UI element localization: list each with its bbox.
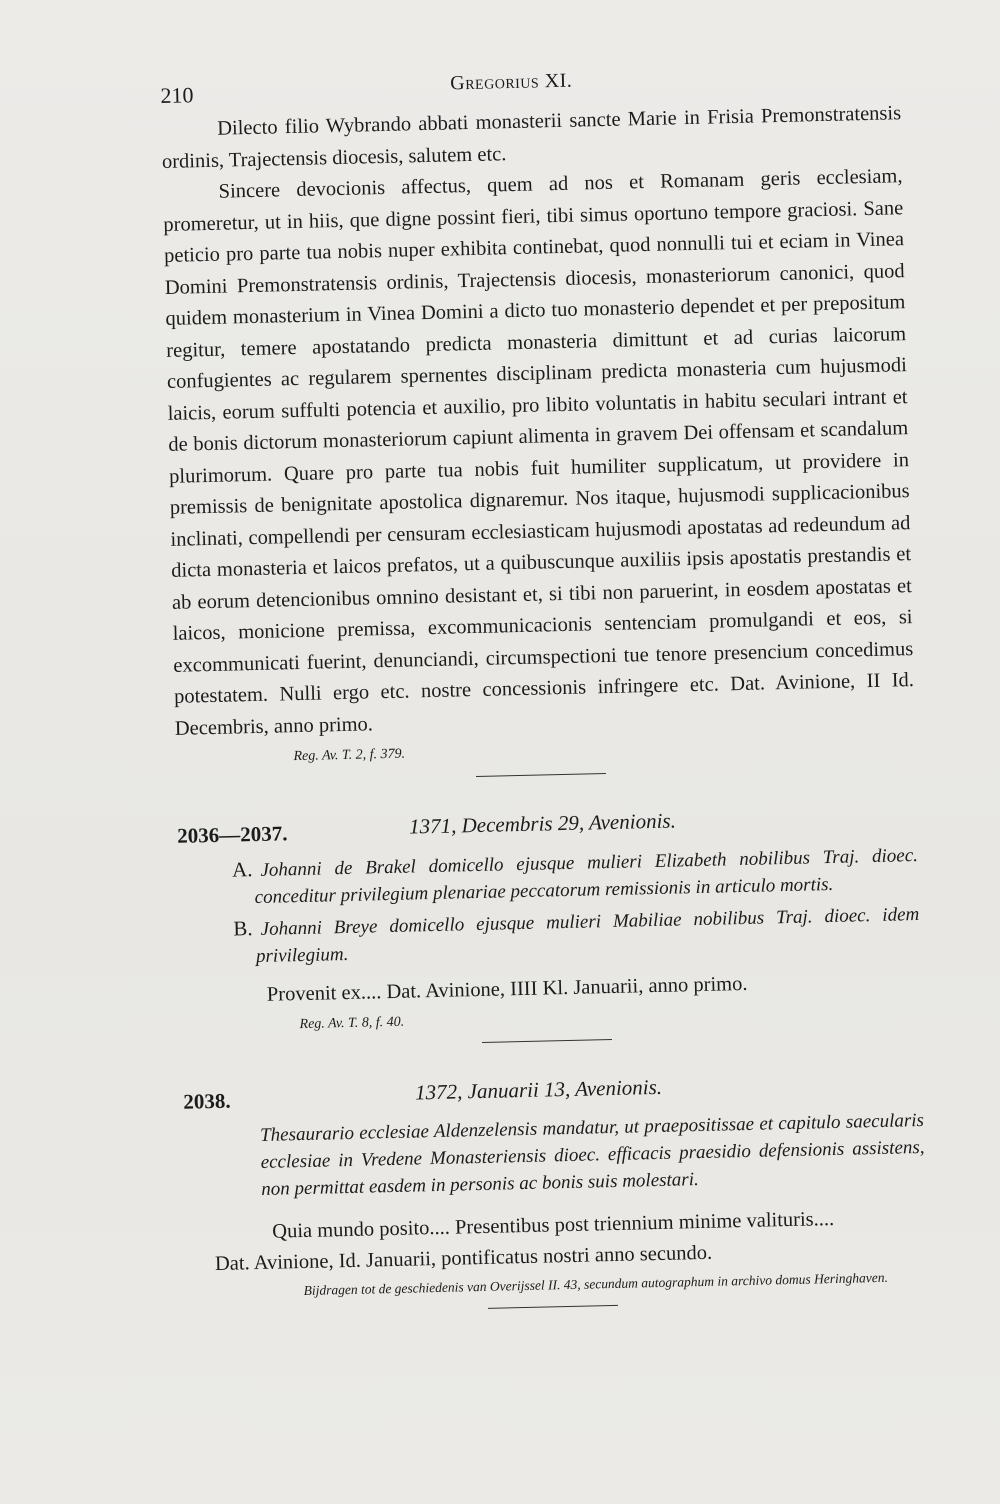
entry-number: 2038.: [183, 1088, 231, 1114]
regest-text: Thesaurario ecclesiae Aldenzelensis mandatur, ut praepositissae et capitulo saecularis ecclesiae in Vredene Monasteriensis dioec. efficacis praesidio defensionis assistens, non permittat easdem in personis ac bonis suis molestari.: [259, 1109, 925, 1200]
entry-number: 2036—2037.: [176, 821, 288, 848]
divider: [488, 1305, 618, 1309]
entry-date: 1372, Januarii 13, Avenionis.: [414, 1074, 663, 1105]
regest-a-text: Johanni de Brakel domicello ejusque mulieri Elizabeth nobilibus Traj. dioec. conceditur privilegium plenariae peccatorum remissionis in articulo mortis.: [254, 845, 919, 909]
divider: [482, 1039, 612, 1043]
regest-a-label: A.: [231, 857, 253, 882]
divider: [476, 773, 606, 777]
regest-b-label: B.: [233, 916, 253, 941]
entry-date: 1371, Decembris 29, Avenionis.: [408, 808, 677, 839]
entry-reference: Reg. Av. T. 8, f. 40.: [299, 1014, 405, 1033]
page-number: 210: [160, 82, 194, 108]
closing-line: Dat. Avinione, Id. Januarii, pontificatus nostri anno secundo.: [214, 1241, 713, 1276]
regest-b: [233, 900, 920, 970]
provenit-line: Provenit ex.... Dat. Avinione, IIII Kl. Januarii, anno primo.: [266, 972, 748, 1006]
regest-a: [231, 841, 919, 911]
closing-line: Quia mundo posito.... Presentibus post triennium minime valituris....: [272, 1208, 835, 1243]
page-content: [160, 58, 928, 1315]
regest-b-text: Johanni Breye domicello ejusque mulieri Mabiliae nobilibus Traj. dioec. idem privilegium.: [255, 903, 920, 968]
page-title: Gregorius XI.: [450, 69, 573, 95]
letter-body: Sincere devocionis affectus, quem ad nos et Romanam geris ecclesiam, promeretur, ut in hiis, que digne possint fieri, tibi simus oportuno tempore graciosi. Sane peticio pro parte tua nobis nuper exhibita continebat, quod nonnulli tui et eciam in Vinea Domini Premonstratensis ordinis, Trajectensis diocesis, monasteriorum canonici, quod quidem monasterium in Vinea Domini a dicto tuo monasterio dependet et per prepositum regitur, temere apostatando predicta monasteria dimittunt et ad curias laicorum confugientes ac regularem spernentes disciplinam predicta monasteria cum hujusmodi laicis, eorum suffulti potencia et auxilio, pro libito voluntatis in habitu seculari intrant et de bonis dictorum monasteriorum capiunt alimenta in gravem Dei offensam et scandalum plurimorum. Quare pro parte tua nobis fuit humiliter supplicatum, ut providere in premissis de benignitate apostolica dignaremur. Nos itaque, hujusmodi supplicacionibus inclinati, compellendi per censuram ecclesiasticam hujusmodi apostatas ad redeundum ad dicta monasteria et laicos prefatos, ut a quibuscunque auxiliis ipsis apostatis prestandis et ab eorum detencionibus omnino desistant et, si tibi non paruerint, in eosdem apostatas et laicos, monicione premissa, excommunicacionis sentenciam promulgandi et eos, si excommunicati fuerint, denunciandi, circumspectioni tue tenore presencium concedimus potestatem. Nulli ergo etc. nostre concessionis infringere etc. Dat. Avinione, II Id. Decembris, anno primo.: [163, 165, 915, 740]
letter-address: Dilecto filio Wybrando abbati monasterii sancte Marie in Frisia Premonstratensis ordinis, Trajectensis diocesis, salutem etc.: [161, 102, 902, 173]
letter-reference: Reg. Av. T. 2, f. 379.: [293, 746, 406, 765]
source-reference: Bijdragen tot de geschiedenis van Overijssel II. 43, secundum autographum in archivo domus Heringhaven.: [303, 1269, 889, 1299]
